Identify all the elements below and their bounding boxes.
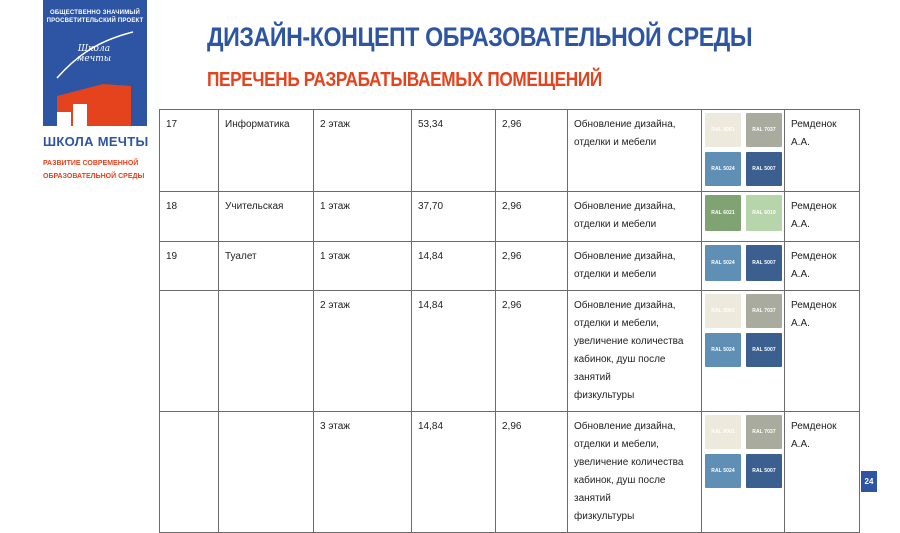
- work-line: Обновление дизайна,: [574, 201, 676, 212]
- work-line: Обновление дизайна,: [574, 421, 676, 432]
- author-cell: Ремденок А.А.: [785, 110, 860, 192]
- room-number-cell: 18: [160, 192, 219, 242]
- color-swatch: RAL 5007: [746, 152, 782, 186]
- table-row: [160, 412, 860, 533]
- color-swatch: RAL 5024: [705, 454, 741, 488]
- room-name-cell: Информатика: [219, 110, 314, 192]
- work-description-cell: [568, 110, 702, 192]
- color-swatch: RAL 9001: [705, 415, 741, 449]
- color-swatch: RAL 9001: [705, 294, 741, 328]
- page-title: ДИЗАЙН-КОНЦЕПТ ОБРАЗОВАТЕЛЬНОЙ СРЕДЫ: [207, 22, 753, 52]
- color-swatch: RAL 5024: [705, 152, 741, 186]
- height-cell: 2,96: [496, 242, 568, 291]
- work-line: увеличение количества: [574, 336, 684, 347]
- table-row: [160, 242, 860, 291]
- height-cell: 2,96: [496, 412, 568, 533]
- work-line: отделки и мебели: [574, 269, 657, 280]
- work-line: физкультуры: [574, 511, 635, 522]
- area-cell: 53,34: [412, 110, 496, 192]
- floor-cell: 1 этаж: [314, 192, 412, 242]
- room-name-cell: Учительская: [219, 192, 314, 242]
- logo-panel: [43, 0, 147, 126]
- work-description-cell: [568, 291, 702, 412]
- floor-cell: 2 этаж: [314, 291, 412, 412]
- work-line: Обновление дизайна,: [574, 251, 676, 262]
- work-description-cell: [568, 242, 702, 291]
- color-swatch: RAL 5024: [705, 245, 741, 281]
- color-swatches-cell: [702, 192, 785, 242]
- logo-subtitle: РАЗВИТИЕ СОВРЕМЕННОЙ ОБРАЗОВАТЕЛЬНОЙ СРЕДЫ: [43, 160, 145, 180]
- color-swatch: RAL 9001: [705, 113, 741, 147]
- page-subtitle: ПЕРЕЧЕНЬ РАЗРАБАТЫВАЕМЫХ ПОМЕЩЕНИЙ: [207, 69, 602, 91]
- room-name-cell: [219, 291, 314, 412]
- work-line: Обновление дизайна,: [574, 119, 676, 130]
- work-description-cell: [568, 192, 702, 242]
- color-swatch: RAL 5024: [705, 333, 741, 367]
- color-swatch: RAL 7037: [746, 113, 782, 147]
- color-swatch: RAL 7037: [746, 415, 782, 449]
- work-line: отделки и мебели,: [574, 439, 659, 450]
- room-name-cell: Туалет: [219, 242, 314, 291]
- work-line: увеличение количества: [574, 457, 684, 468]
- work-line: кабинок, душ после занятий: [574, 475, 666, 504]
- height-cell: 2,96: [496, 110, 568, 192]
- color-swatch: RAL 6019: [746, 195, 782, 231]
- color-swatch: RAL 5007: [746, 454, 782, 488]
- logo-tagline: ОБЩЕСТВЕННО ЗНАЧИМЫЙ ПРОСВЕТИТЕЛЬСКИЙ ПРОЕКТ: [46, 10, 144, 24]
- room-name-cell: [219, 412, 314, 533]
- table-row: [160, 110, 860, 192]
- area-cell: 37,70: [412, 192, 496, 242]
- color-swatch: RAL 5007: [746, 333, 782, 367]
- room-number-cell: 17: [160, 110, 219, 192]
- rooms-table: [159, 109, 860, 533]
- color-swatches-cell: [702, 110, 785, 192]
- color-swatch: RAL 7037: [746, 294, 782, 328]
- work-line: кабинок, душ после занятий: [574, 354, 666, 383]
- work-line: отделки и мебели: [574, 219, 657, 230]
- room-number-cell: [160, 412, 219, 533]
- color-swatches-cell: [702, 242, 785, 291]
- author-cell: Ремденок А.А.: [785, 242, 860, 291]
- work-line: Обновление дизайна,: [574, 300, 676, 311]
- height-cell: 2,96: [496, 192, 568, 242]
- area-cell: 14,84: [412, 412, 496, 533]
- work-line: отделки и мебели,: [574, 318, 659, 329]
- author-cell: Ремденок А.А.: [785, 192, 860, 242]
- floor-cell: 2 этаж: [314, 110, 412, 192]
- color-swatches-cell: [702, 291, 785, 412]
- room-number-cell: 19: [160, 242, 219, 291]
- logo-script-text: Школа мечты: [76, 44, 112, 64]
- floor-cell: 3 этаж: [314, 412, 412, 533]
- work-line: физкультуры: [574, 390, 635, 401]
- table-row: [160, 192, 860, 242]
- work-line: отделки и мебели: [574, 137, 657, 148]
- page-number: 24: [861, 471, 877, 492]
- color-swatch: RAL 5007: [746, 245, 782, 281]
- area-cell: 14,84: [412, 242, 496, 291]
- color-swatch: RAL 6021: [705, 195, 741, 231]
- author-cell: Ремденок А.А.: [785, 291, 860, 412]
- height-cell: 2,96: [496, 291, 568, 412]
- table-row: [160, 291, 860, 412]
- work-description-cell: [568, 412, 702, 533]
- author-cell: Ремденок А.А.: [785, 412, 860, 533]
- color-swatches-cell: [702, 412, 785, 533]
- room-number-cell: [160, 291, 219, 412]
- floor-cell: 1 этаж: [314, 242, 412, 291]
- area-cell: 14,84: [412, 291, 496, 412]
- logo-title: ШКОЛА МЕЧТЫ: [43, 134, 149, 149]
